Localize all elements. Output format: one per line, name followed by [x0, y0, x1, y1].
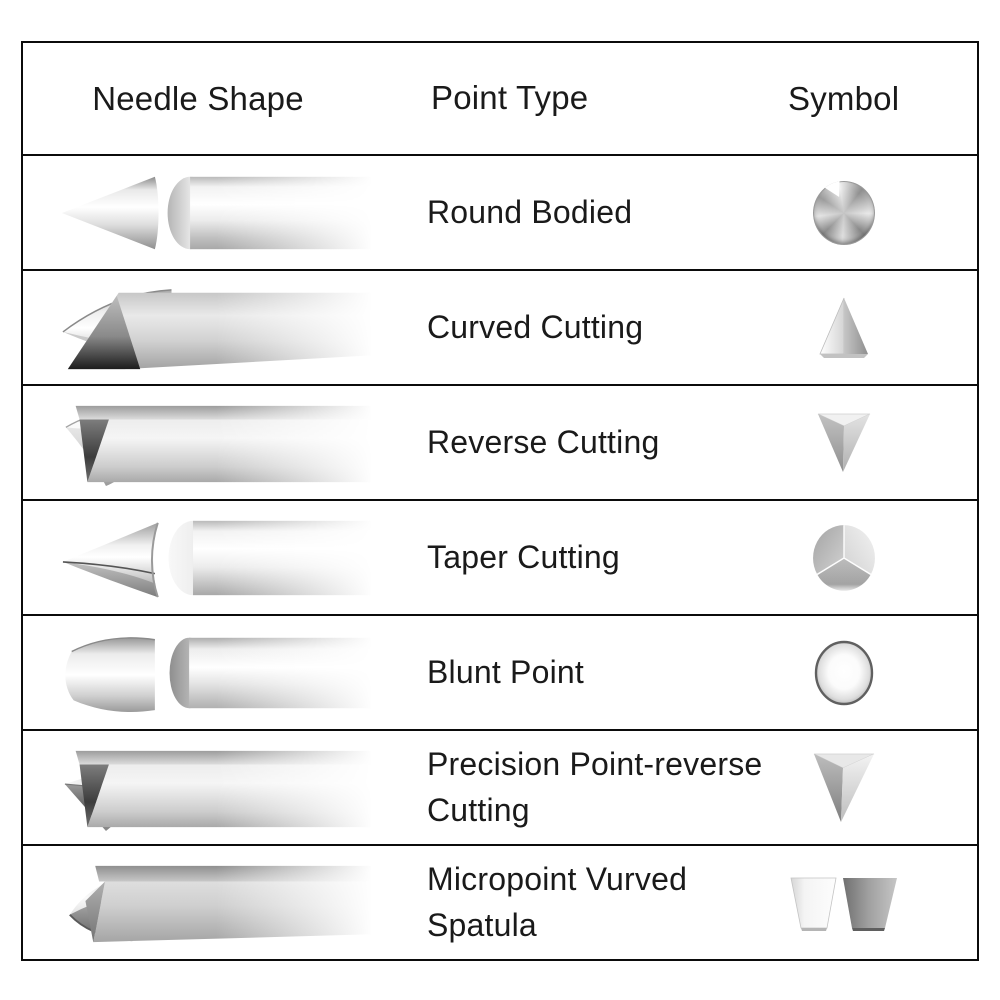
point-type-label: Reverse Cutting — [427, 423, 660, 460]
precision-point-reverse-needle-icon — [60, 742, 373, 834]
point-type-label: Round Bodied — [427, 193, 633, 230]
round-bodied-needle-icon — [60, 167, 373, 259]
table-row — [23, 499, 977, 614]
triangle-down-symbol-icon — [814, 409, 874, 477]
point-type-label: Blunt Point — [427, 653, 584, 690]
header-needle-shape: Needle Shape — [92, 79, 304, 117]
table-row — [23, 269, 977, 384]
triangle-down-large-symbol-icon — [810, 749, 878, 827]
point-type-label: Curved Cutting — [427, 308, 644, 345]
reverse-cutting-needle-icon — [60, 397, 373, 489]
triangle-up-symbol-icon — [815, 295, 873, 361]
point-type-label: Taper Cutting — [427, 538, 620, 575]
trihedral-circle-symbol-icon — [811, 523, 877, 593]
table-row — [23, 154, 977, 269]
curved-cutting-needle-icon — [60, 282, 373, 374]
blunt-point-needle-icon — [60, 627, 373, 719]
point-type-label: Precision Point-reverse Cutting — [427, 746, 763, 828]
split-trapezoid-symbol-icon — [789, 874, 899, 932]
table-row — [23, 729, 977, 844]
table-row — [23, 844, 977, 959]
shaded-circle-symbol-icon — [813, 638, 875, 708]
table-row — [23, 384, 977, 499]
metallic-disc-symbol-icon — [813, 181, 875, 245]
table-header-row — [23, 43, 977, 154]
header-symbol: Symbol — [788, 79, 900, 117]
needle-type-table — [21, 41, 979, 961]
table-row — [23, 614, 977, 729]
micropoint-spatula-needle-icon — [60, 857, 373, 949]
taper-cutting-needle-icon — [60, 512, 373, 604]
header-point-type: Point Type — [431, 79, 589, 117]
point-type-label: Micropoint Vurved Spatula — [427, 861, 688, 943]
